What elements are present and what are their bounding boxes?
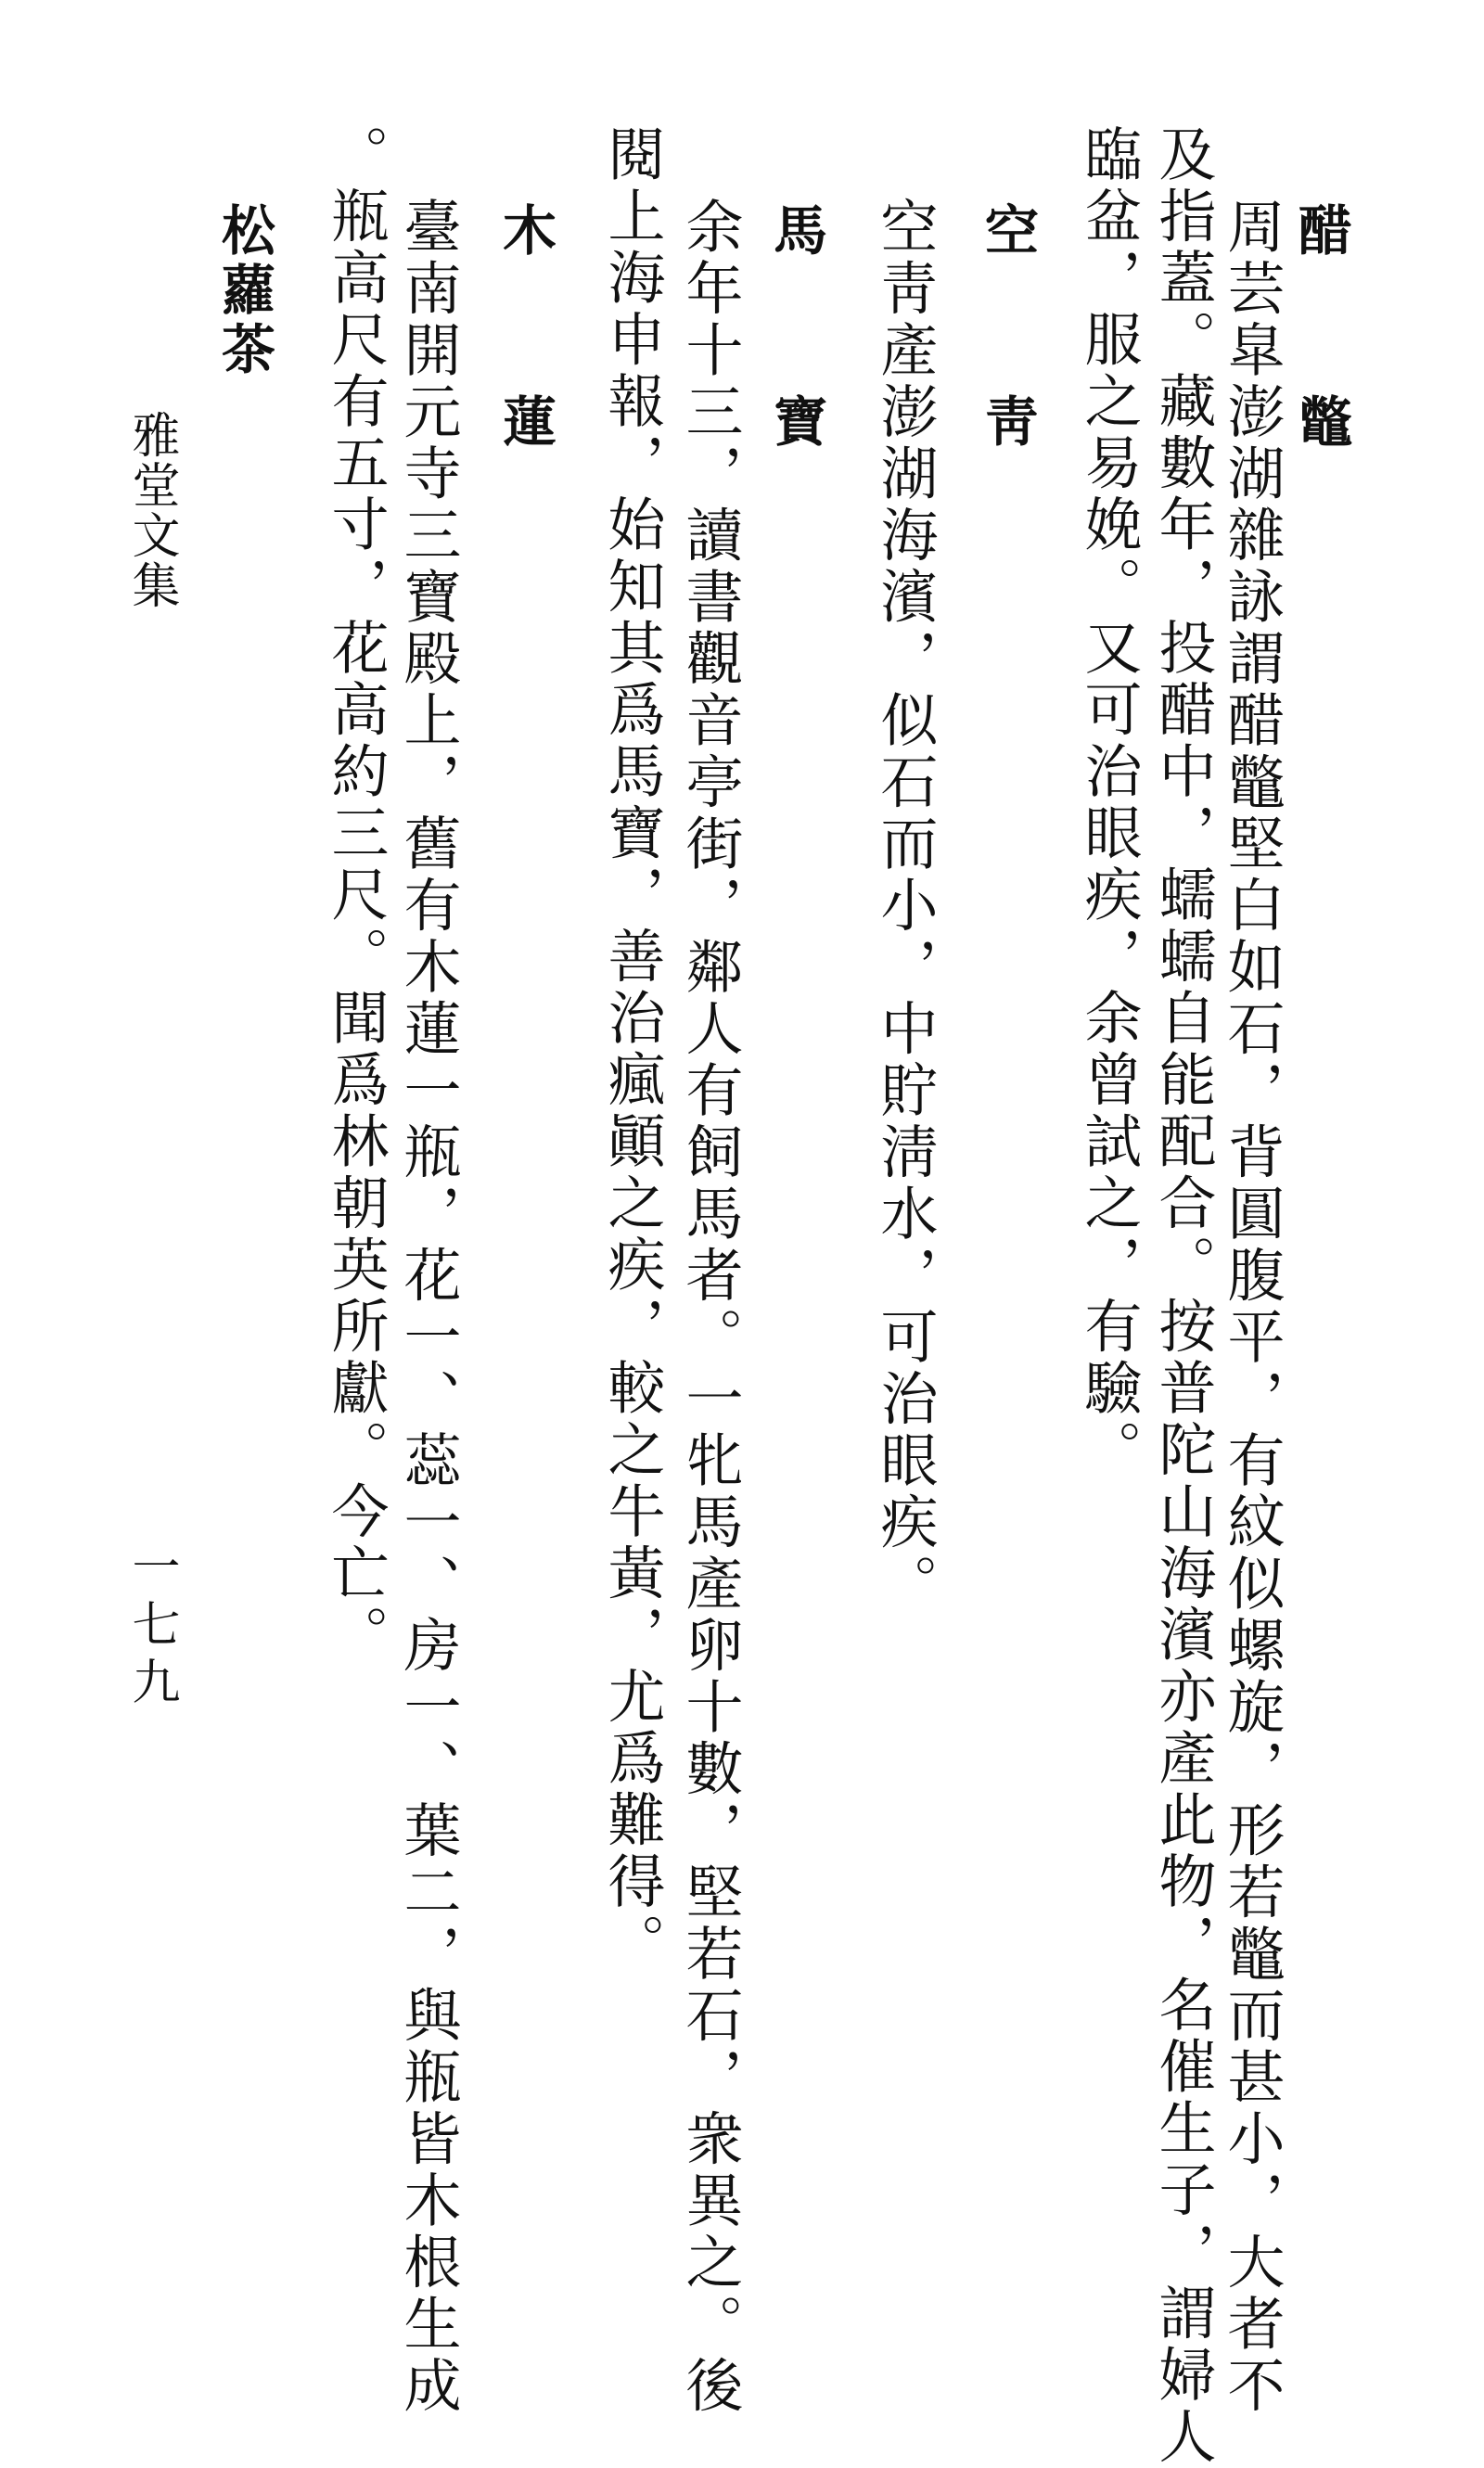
section-heading-cubie: 醋 鼈 [1289,202,1352,484]
running-head: 雅堂文集 [123,410,179,610]
section-heading-kongqing: 空 靑 [976,202,1039,484]
text-line: 及指蓋。藏數年，投醋中，蠕蠕自能配合。按普陀山海濱亦產此物，名催生子，謂婦人 [1149,124,1217,2468]
section-heading-mulian: 木 蓮 [493,202,556,484]
page-number: 一七九 [123,1541,179,1714]
text-line: 余年十三，讀書觀音亭街，鄰人有飼馬者。一牝馬產卵十數，堅若石，衆異之。後 [676,197,744,2417]
text-line: 空靑產澎湖海濱，似石而小，中貯淸水，可治眼疾。 [871,197,939,1616]
text-line: 。瓶高尺有五寸，花高約三尺。聞爲林朝英所獻。今亡。 [322,124,390,1667]
text-line: 閱上海申報，始知其爲馬寶，善治瘋顚之疾，較之牛黃，尤爲難得。 [598,124,666,1975]
section-heading-mabao: 馬 寶 [764,202,827,484]
text-line: 臨盆，服之易娩。又可治眼疾，余曾試之，有驗。 [1075,124,1143,1481]
section-heading-songluocha: 松蘿茶 [212,202,275,380]
text-line: 臺南開元寺三寶殿上，舊有木蓮一瓶，花一、蕊一、房一、葉二，與瓶皆木根生成 [394,197,462,2417]
text-line: 周芸皐澎湖雜詠謂醋鼈堅白如石，背圓腹平，有紋似螺旋，形若鼈而甚小，大者不 [1218,197,1286,2417]
